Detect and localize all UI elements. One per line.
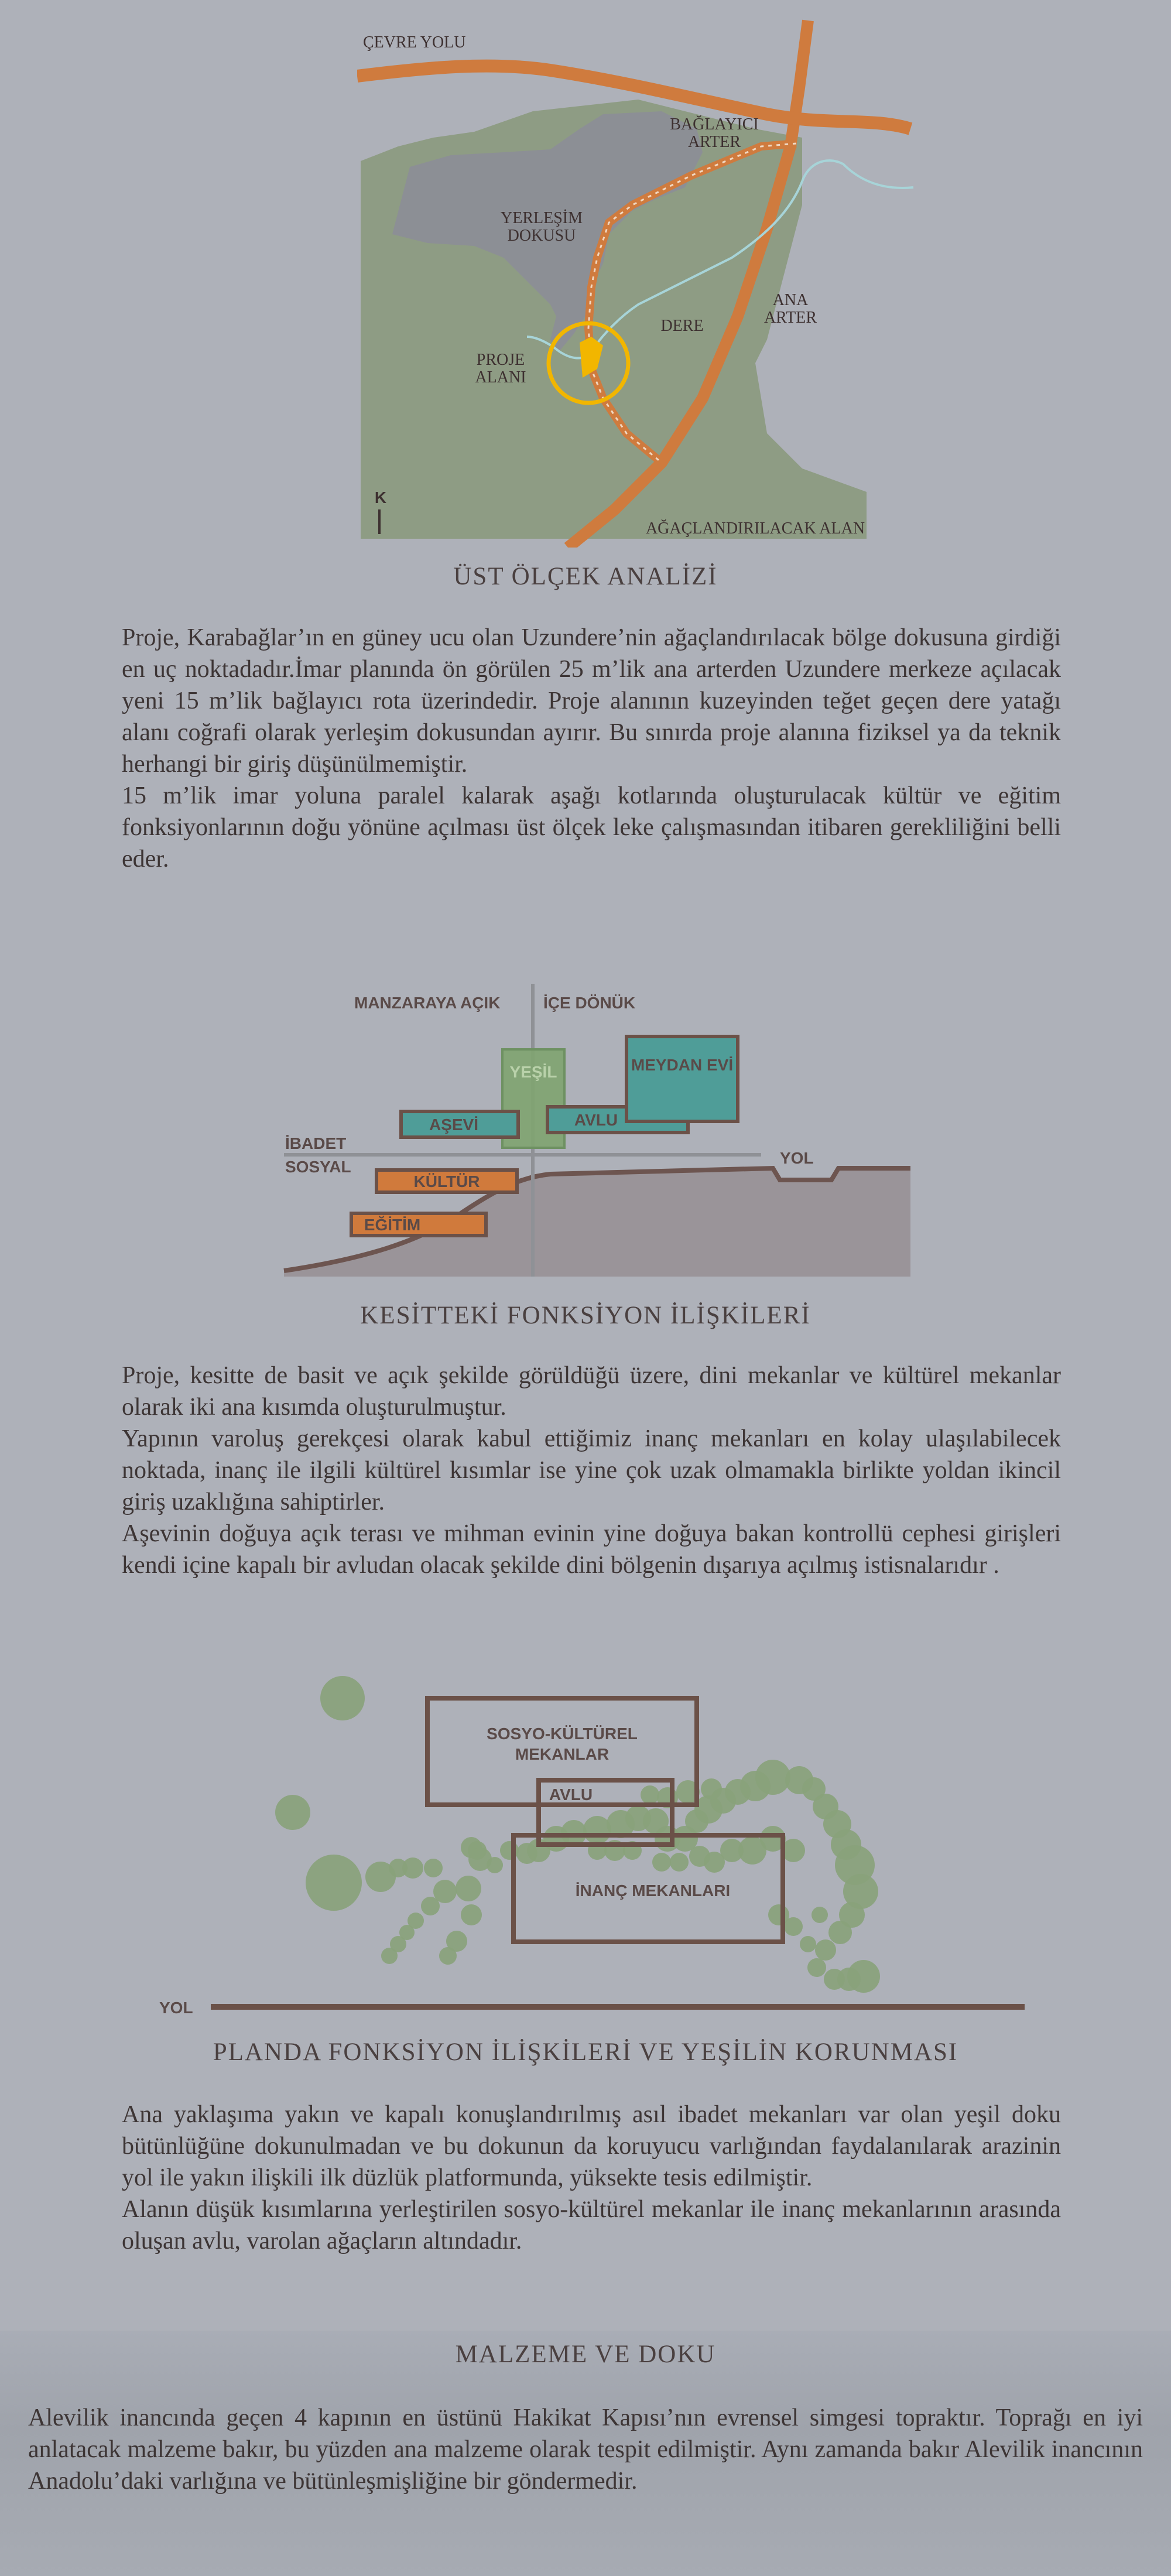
tree-canopy (408, 1913, 424, 1929)
label-socio-cultural-2: MEKANLAR (515, 1745, 610, 1763)
tree-canopy (755, 1760, 790, 1795)
text-upper-scale (122, 622, 1061, 875)
tree-canopy (424, 1859, 443, 1877)
label-social: SOSYAL (285, 1158, 351, 1176)
text-material (28, 2402, 1143, 2497)
title-upper-scale: ÜST ÖLÇEK ANALİZİ (453, 563, 718, 590)
label-egitim: EĞİTİM (364, 1216, 421, 1234)
tree-canopy (670, 1853, 689, 1872)
paragraph: Proje, Karabağlar’ın en güney ucu olan Uzundere’nin ağaçlandırılacak bölge dokusuna girdiği en uç noktadadır.İmar planında ön görülen 25 m’lik ana arterden Uzundere merkeze açılacak yeni 15 m’lik bağlayıcı rota üzerindedir. Proje alanının kuzeyinden teğet geçen dere yatağı alanı coğrafi olarak yerleşim dokusundan ayırır. Bu sınırda proje alanına fiziksel ya da teknik herhangi bir giriş düşünülmemiştir. (122, 624, 1061, 778)
tree-canopy (433, 1880, 457, 1903)
plan-diagram (152, 1675, 1030, 2026)
label-inward: İÇE DÖNÜK (543, 994, 636, 1012)
tree-canopy (500, 1841, 519, 1860)
title-plan-relations: PLANDA FONKSİYON İLİŞKİLERİ VE YEŞİLİN KORUNMASI (213, 2038, 958, 2066)
label-faith-spaces: İNANÇ MEKANLARI (575, 1881, 731, 1900)
tree-canopy (689, 1846, 710, 1867)
meydan-evi-block (626, 1036, 738, 1121)
site-map (357, 12, 919, 548)
text-plan-relations (122, 2099, 1061, 2257)
paragraph: Alanın düşük kısımlarına yerleştirilen sosyo-kültürel mekanlar ile inanç mekanlarının arasında oluşan avlu, varolan ağaçların altındadır. (122, 2196, 1061, 2255)
label-avlu: AVLU (574, 1111, 618, 1129)
tree-canopy (701, 1778, 722, 1800)
tree-canopy (583, 1816, 611, 1844)
label-settlement: YERLEŞİM DOKUSU (501, 209, 583, 245)
tree-canopy (487, 1857, 503, 1873)
label-green: YEŞİL (509, 1063, 557, 1081)
tree-canopy (456, 1876, 481, 1901)
tree-canopy (800, 1936, 816, 1952)
site-map-graphic (357, 12, 919, 548)
label-stream: DERE (660, 317, 704, 335)
label-north: K (374, 488, 387, 507)
paragraph: 15 m’lik imar yoluna paralel kalarak aşağı kotlarında oluşturulacak kültür ve eğitim fonksiyonlarının doğu yönüne açılması üst ölçek leke çalışmasından itibaren gerekliliğini belli eder. (122, 782, 1061, 873)
label-meydan: MEYDAN EVİ (631, 1056, 734, 1074)
title-section-relations: KESİTTEKİ FONKSİYON İLİŞKİLERİ (360, 1302, 811, 1329)
label-worship: İBADET (285, 1134, 347, 1152)
tree-canopy (815, 1939, 836, 1961)
paragraph: Yapının varoluş gerekçesi olarak kabul ettiğimiz inanç mekanları en kolay ulaşılabilecek noktada, inanç ile ilgili kültürel kısımlar ise yine çok uzak olmamakla birlikte yoldan ikincil giriş uzaklığına sahiptirler. (122, 1425, 1061, 1516)
paragraph: Ana yaklaşıma yakın ve kapalı konuşlandırılmış asıl ibadet mekanları var olan yeşil doku bütünlüğüne dokunulmadan ve bu dokunun da koruyucu varlığından faydalanılarak arazinin yol ile yakın ilişkili ilk düzlük platformunda, yüksekte tesis edilmiştir. (122, 2101, 1061, 2191)
tree-canopy (847, 1960, 880, 1993)
label-afforestation: AĞAÇLANDIRILACAK ALAN (645, 519, 865, 538)
paragraph: Aşevinin doğuya açık terası ve mihman evinin yine doğuya bakan kontrollü cephesi girişleri kendi içine kapalı bir avludan olacak şekilde dini bölgenin dışarıya açılmış istisnalarıdır . (122, 1520, 1061, 1579)
label-asevi: AŞEVİ (429, 1116, 479, 1134)
tree-canopy (320, 1676, 365, 1720)
paragraph: Proje, kesitte de basit ve açık şekilde görüldüğü üzere, dini mekanlar ve kültürel mekanlar olarak iki ana kısımda oluşturulmuştur. (122, 1362, 1061, 1421)
tree-canopy (768, 1904, 789, 1925)
section-diagram-graphic (275, 984, 919, 1288)
tree-canopy (402, 1857, 423, 1879)
title-material: MALZEME VE DOKU (455, 2341, 716, 2368)
label-road: YOL (780, 1149, 814, 1167)
tree-canopy (828, 1921, 852, 1944)
label-kultur: KÜLTÜR (413, 1172, 480, 1190)
label-open-to-view: MANZARAYA AÇIK (354, 994, 501, 1012)
tree-canopy (807, 1958, 826, 1977)
label-courtyard: AVLU (549, 1785, 593, 1804)
tree-canopy (812, 1907, 828, 1923)
label-main-artery: ANA ARTER (763, 291, 817, 327)
tree-canopy (652, 1853, 671, 1872)
tree-canopy (306, 1855, 362, 1911)
tree-canopy (439, 1947, 457, 1965)
tree-canopy (461, 1904, 482, 1925)
plan-diagram-graphic (152, 1675, 1030, 2026)
paragraph: Alevilik inancında geçen 4 kapının en üstünü Hakikat Kapısı’nın evrensel simgesi topraktır. Toprağı en iyi anlatacak malzeme bakır, bu yüzden ana malzeme olarak tespit edilmiştir. Aynı zamanda bakır Alevilik inancının Anadolu’daki varlığına ve bütünleşmişliğine bir göndermedir. (28, 2404, 1143, 2495)
label-connector: BAĞLAYICI ARTER (670, 115, 759, 151)
section-diagram (275, 984, 919, 1288)
tree-canopy (275, 1795, 310, 1830)
label-ring-road: ÇEVRE YOLU (363, 33, 466, 52)
label-road: YOL (159, 1999, 193, 2017)
tree-canopy (641, 1785, 659, 1804)
label-project-area: PROJE ALANI (475, 351, 526, 386)
text-section-relations (122, 1360, 1061, 1581)
label-socio-cultural-1: SOSYO-KÜLTÜREL (487, 1725, 638, 1743)
